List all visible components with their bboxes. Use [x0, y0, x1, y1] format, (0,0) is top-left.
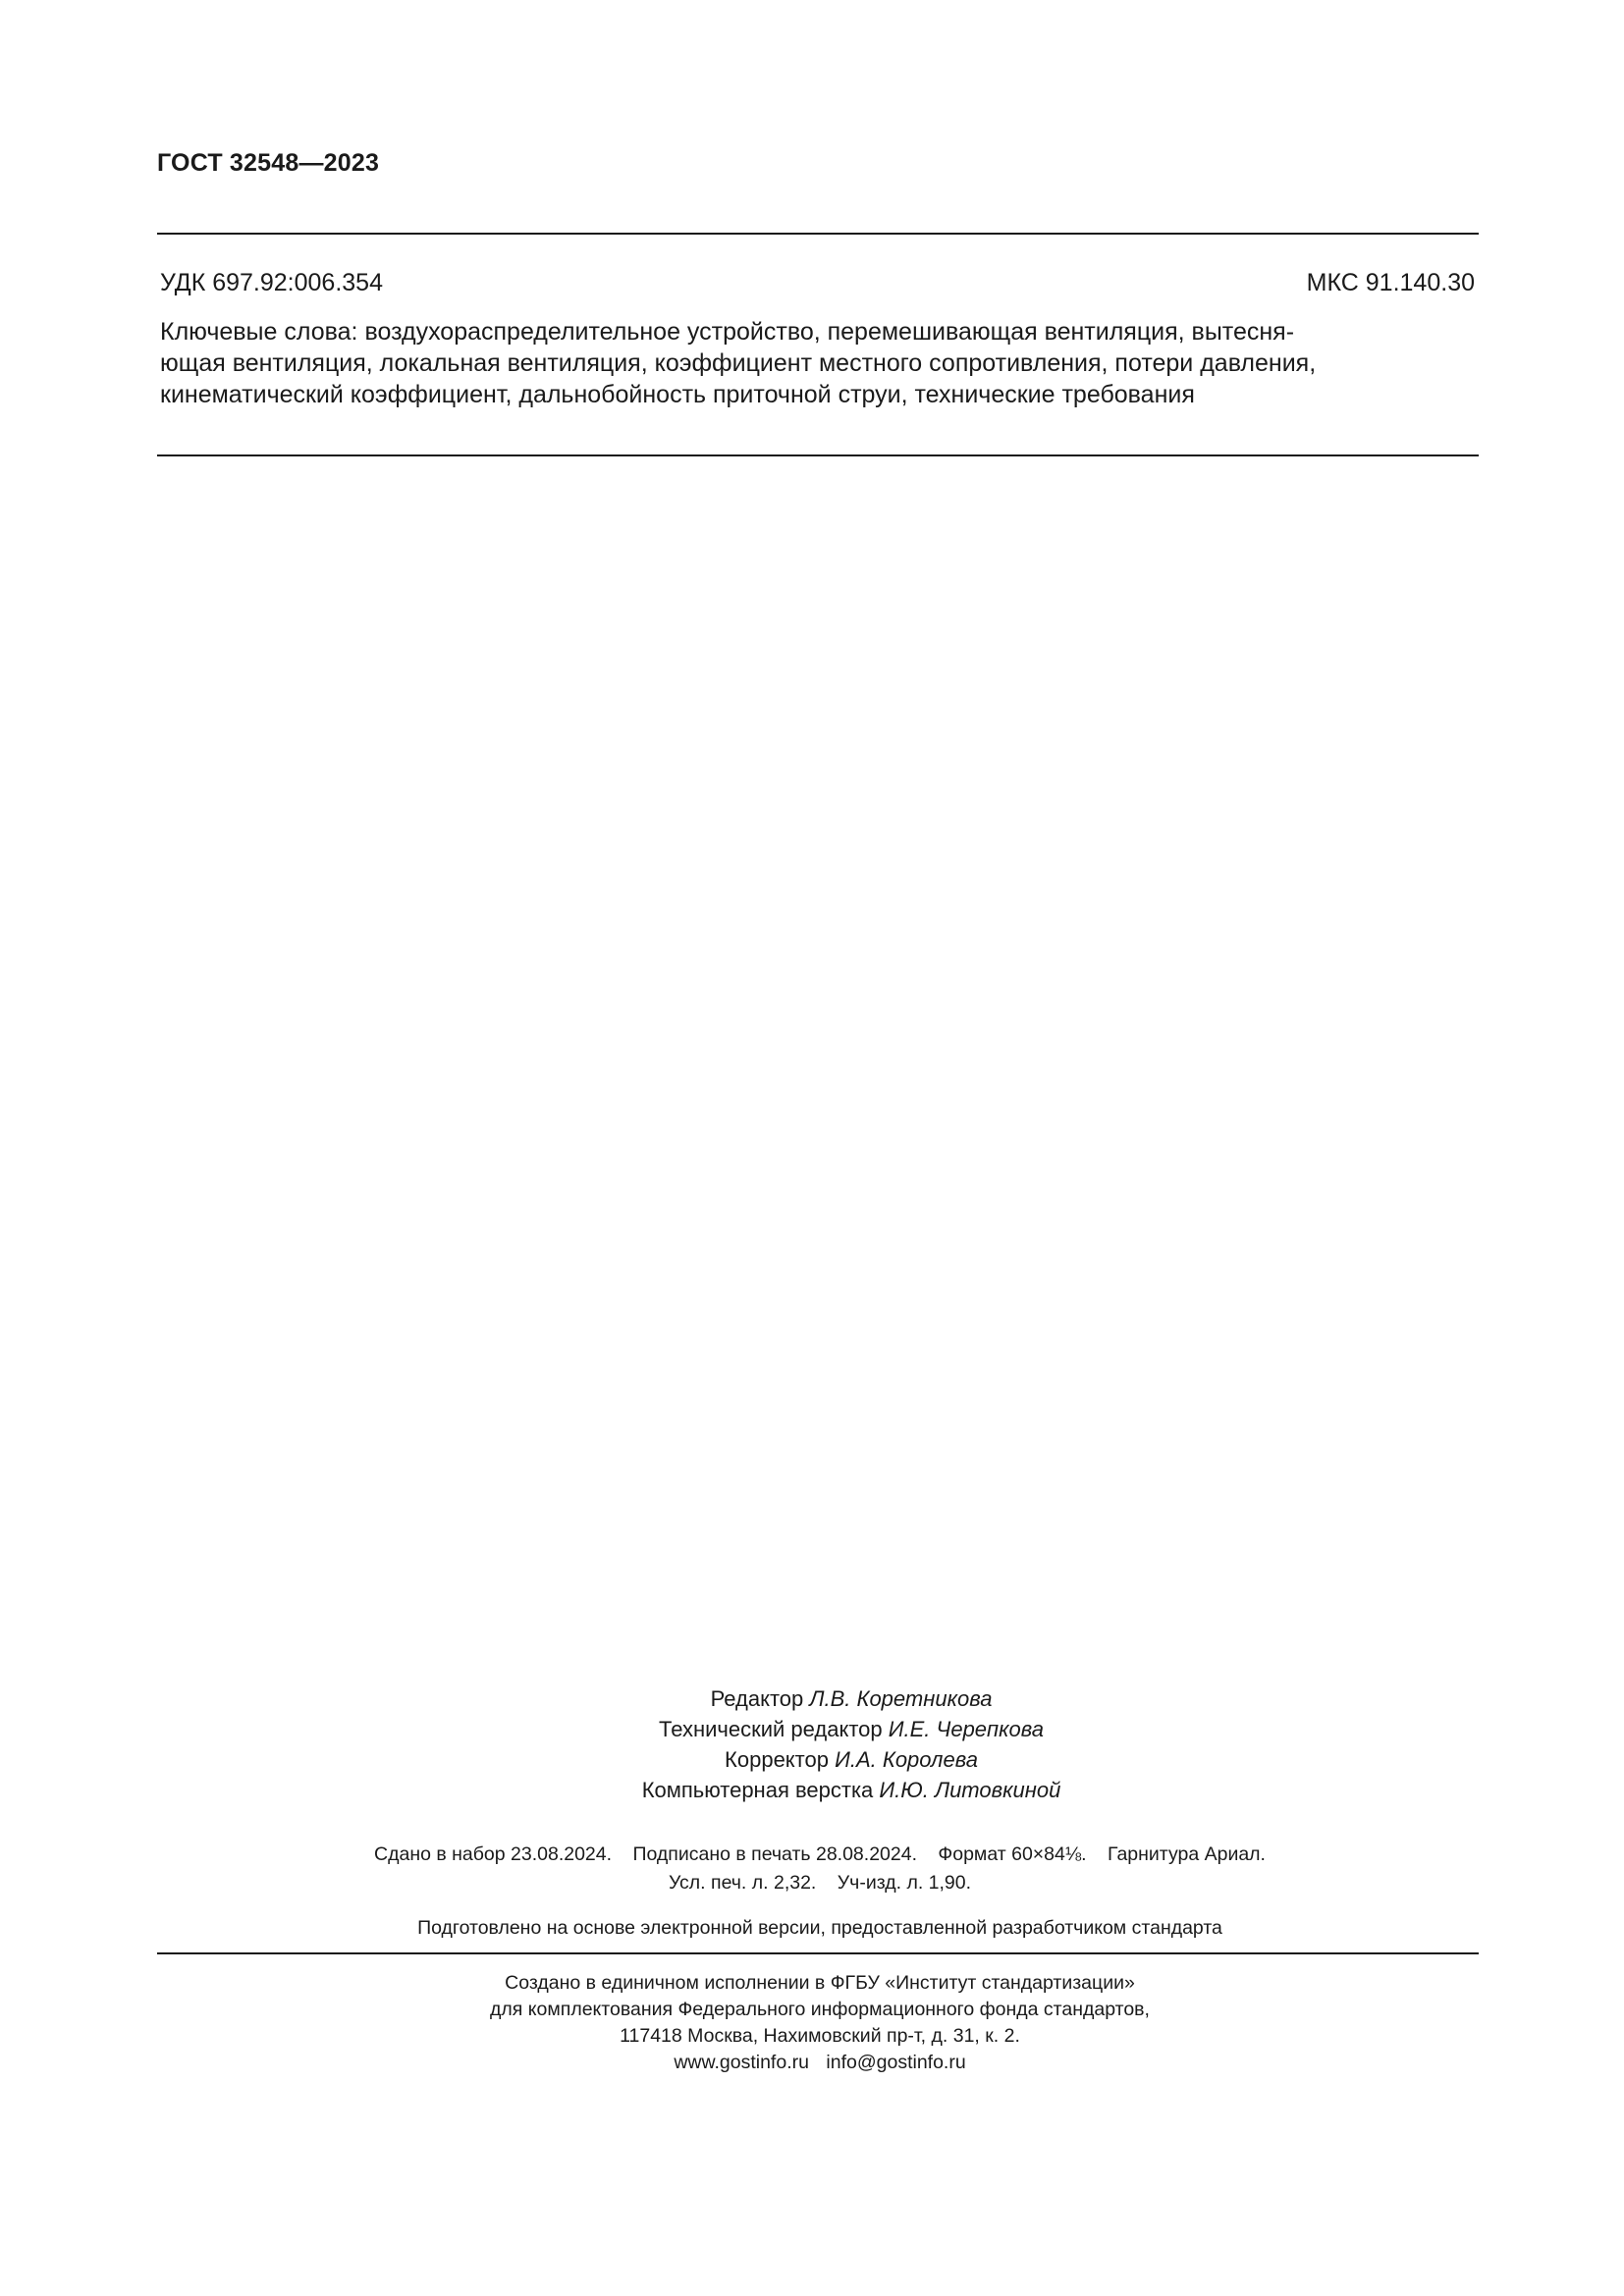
email-link[interactable]: info@gostinfo.ru	[826, 2052, 966, 2073]
credit-editor	[79, 1683, 1624, 1714]
credit-name: И.А. Королева	[835, 1747, 978, 1772]
print-info-line	[16, 1841, 1624, 1869]
website-link[interactable]: www.gostinfo.ru	[674, 2052, 809, 2073]
keywords-divider	[157, 454, 1479, 456]
credit-name: И.Ю. Литовкиной	[879, 1778, 1061, 1802]
keywords-block	[160, 316, 1476, 410]
credit-technical-editor	[79, 1714, 1624, 1744]
signed-date: Подписано в печать 28.08.2024.	[632, 1843, 917, 1865]
credit-proofreader	[79, 1744, 1624, 1775]
printed-sheets: Усл. печ. л. 2,32.	[668, 1872, 817, 1894]
credit-layout	[79, 1775, 1624, 1805]
publisher-block	[0, 1970, 1624, 2076]
publishing-sheets: Уч-изд. л. 1,90.	[837, 1872, 972, 1894]
credit-role: Компьютерная верстка	[641, 1778, 874, 1802]
typeface: Гарнитура Ариал.	[1107, 1843, 1266, 1865]
credit-name: Л.В. Коретникова	[809, 1686, 993, 1711]
publisher-line: Создано в единичном исполнении в ФГБУ «Институт стандартизации»	[505, 1972, 1135, 1994]
paper-format: Формат 60×84⅛.	[938, 1843, 1087, 1865]
keywords-line: кинематический коэффициент, дальнобойность приточной струи, технические требования	[160, 381, 1195, 408]
credit-name: И.Е. Черепкова	[888, 1717, 1044, 1741]
publisher-address: 117418 Москва, Нахимовский пр-т, д. 31, к. 2.	[620, 2025, 1020, 2047]
publisher-contacts	[16, 2050, 1624, 2076]
credits-block	[0, 1683, 1624, 1805]
credit-role: Корректор	[725, 1747, 829, 1772]
udk-code: УДК 697.92:006.354	[160, 269, 383, 296]
bottom-divider	[157, 1952, 1479, 1954]
credit-role: Технический редактор	[659, 1717, 883, 1741]
prepared-note: Подготовлено на основе электронной версии, предоставленной разработчиком стандарта	[417, 1917, 1222, 1939]
keywords-line: ющая вентиляция, локальная вентиляция, коэффициент местного сопротивления, потери давления,	[160, 349, 1317, 377]
mks-code: МКС 91.140.30	[1306, 269, 1475, 296]
typeset-date: Сдано в набор 23.08.2024.	[374, 1843, 613, 1865]
document-number: ГОСТ 32548—2023	[157, 149, 380, 177]
print-info	[0, 1841, 1624, 1897]
top-divider	[157, 233, 1479, 235]
keywords-line: Ключевые слова: воздухораспределительное устройство, перемешивающая вентиляция, вытесня-	[160, 318, 1295, 346]
credit-role: Редактор	[710, 1686, 804, 1711]
publisher-line: для комплектования Федерального информационного фонда стандартов,	[490, 1999, 1150, 2020]
print-info-line	[16, 1869, 1624, 1897]
